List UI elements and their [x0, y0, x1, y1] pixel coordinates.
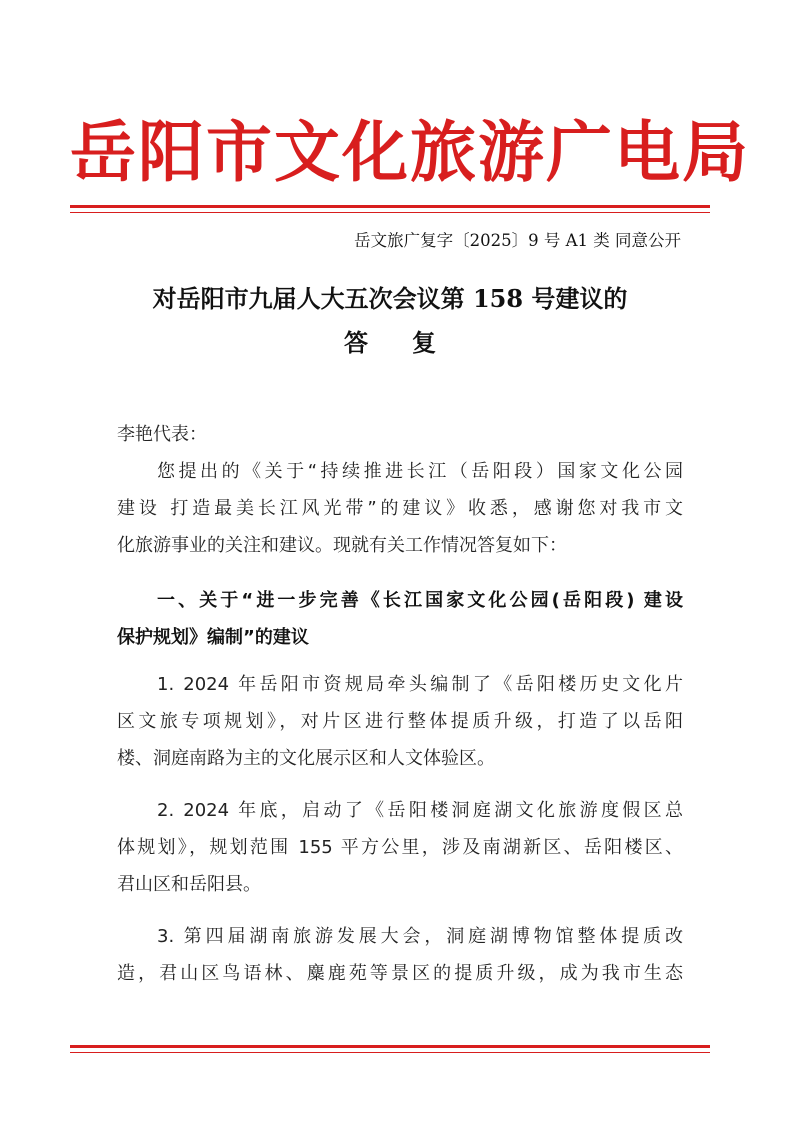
paragraph-line: 您提出的《关于“持续推进长江（岳阳段）国家文化公园	[157, 461, 683, 482]
paragraph-line: 体规划》，规划范围 155 平方公里，涉及南湖新区、岳阳楼区、	[117, 837, 683, 858]
header-rule-thin	[70, 212, 710, 213]
paragraph-line: 2. 2024 年底，启动了《岳阳楼洞庭湖文化旅游度假区总	[157, 800, 683, 821]
salutation: 李艳代表：	[117, 424, 207, 445]
header-rule-thick	[70, 205, 710, 208]
document-title-line-1: 对岳阳市九届人大五次会议第 158 号建议的	[152, 284, 628, 313]
item-1-paragraph	[117, 666, 683, 777]
paragraph-line: 君山区和岳阳县。	[117, 874, 261, 895]
item-3-paragraph	[117, 918, 683, 992]
salutation-block	[117, 416, 683, 453]
footer-rule-thin	[70, 1052, 710, 1053]
intro-paragraph	[117, 453, 683, 564]
heading-line: 一、关于“进一步完善《长江国家文化公园(岳阳段) 建设	[157, 590, 683, 611]
heading-line: 保护规划》编制”的建议	[117, 627, 309, 648]
paragraph-line: 造，君山区鸟语林、麋鹿苑等景区的提质升级，成为我市生态	[117, 963, 683, 984]
paragraph-line: 化旅游事业的关注和建议。现就有关工作情况答复如下：	[117, 535, 567, 556]
issuing-authority-masthead: 岳阳市文化旅游广电局	[70, 113, 750, 191]
paragraph-line: 区文旅专项规划》，对片区进行整体提质升级，打造了以岳阳	[117, 711, 683, 732]
paragraph-line: 建设 打造最美长江风光带”的建议》收悉，感谢您对我市文	[117, 498, 683, 519]
section-1-heading	[117, 582, 683, 656]
paragraph-line: 3. 第四届湖南旅游发展大会，洞庭湖博物馆整体提质改	[157, 926, 683, 947]
paragraph-line: 楼、洞庭南路为主的文化展示区和人文体验区。	[117, 748, 495, 769]
footer-rule-thick	[70, 1045, 710, 1048]
document-title-line-2: 答复	[344, 328, 480, 357]
paragraph-line: 1. 2024 年岳阳市资规局牵头编制了《岳阳楼历史文化片	[157, 674, 683, 695]
document-number: 岳文旅广复字〔2025〕9 号 A1 类 同意公开	[354, 231, 681, 250]
item-2-paragraph	[117, 792, 683, 903]
